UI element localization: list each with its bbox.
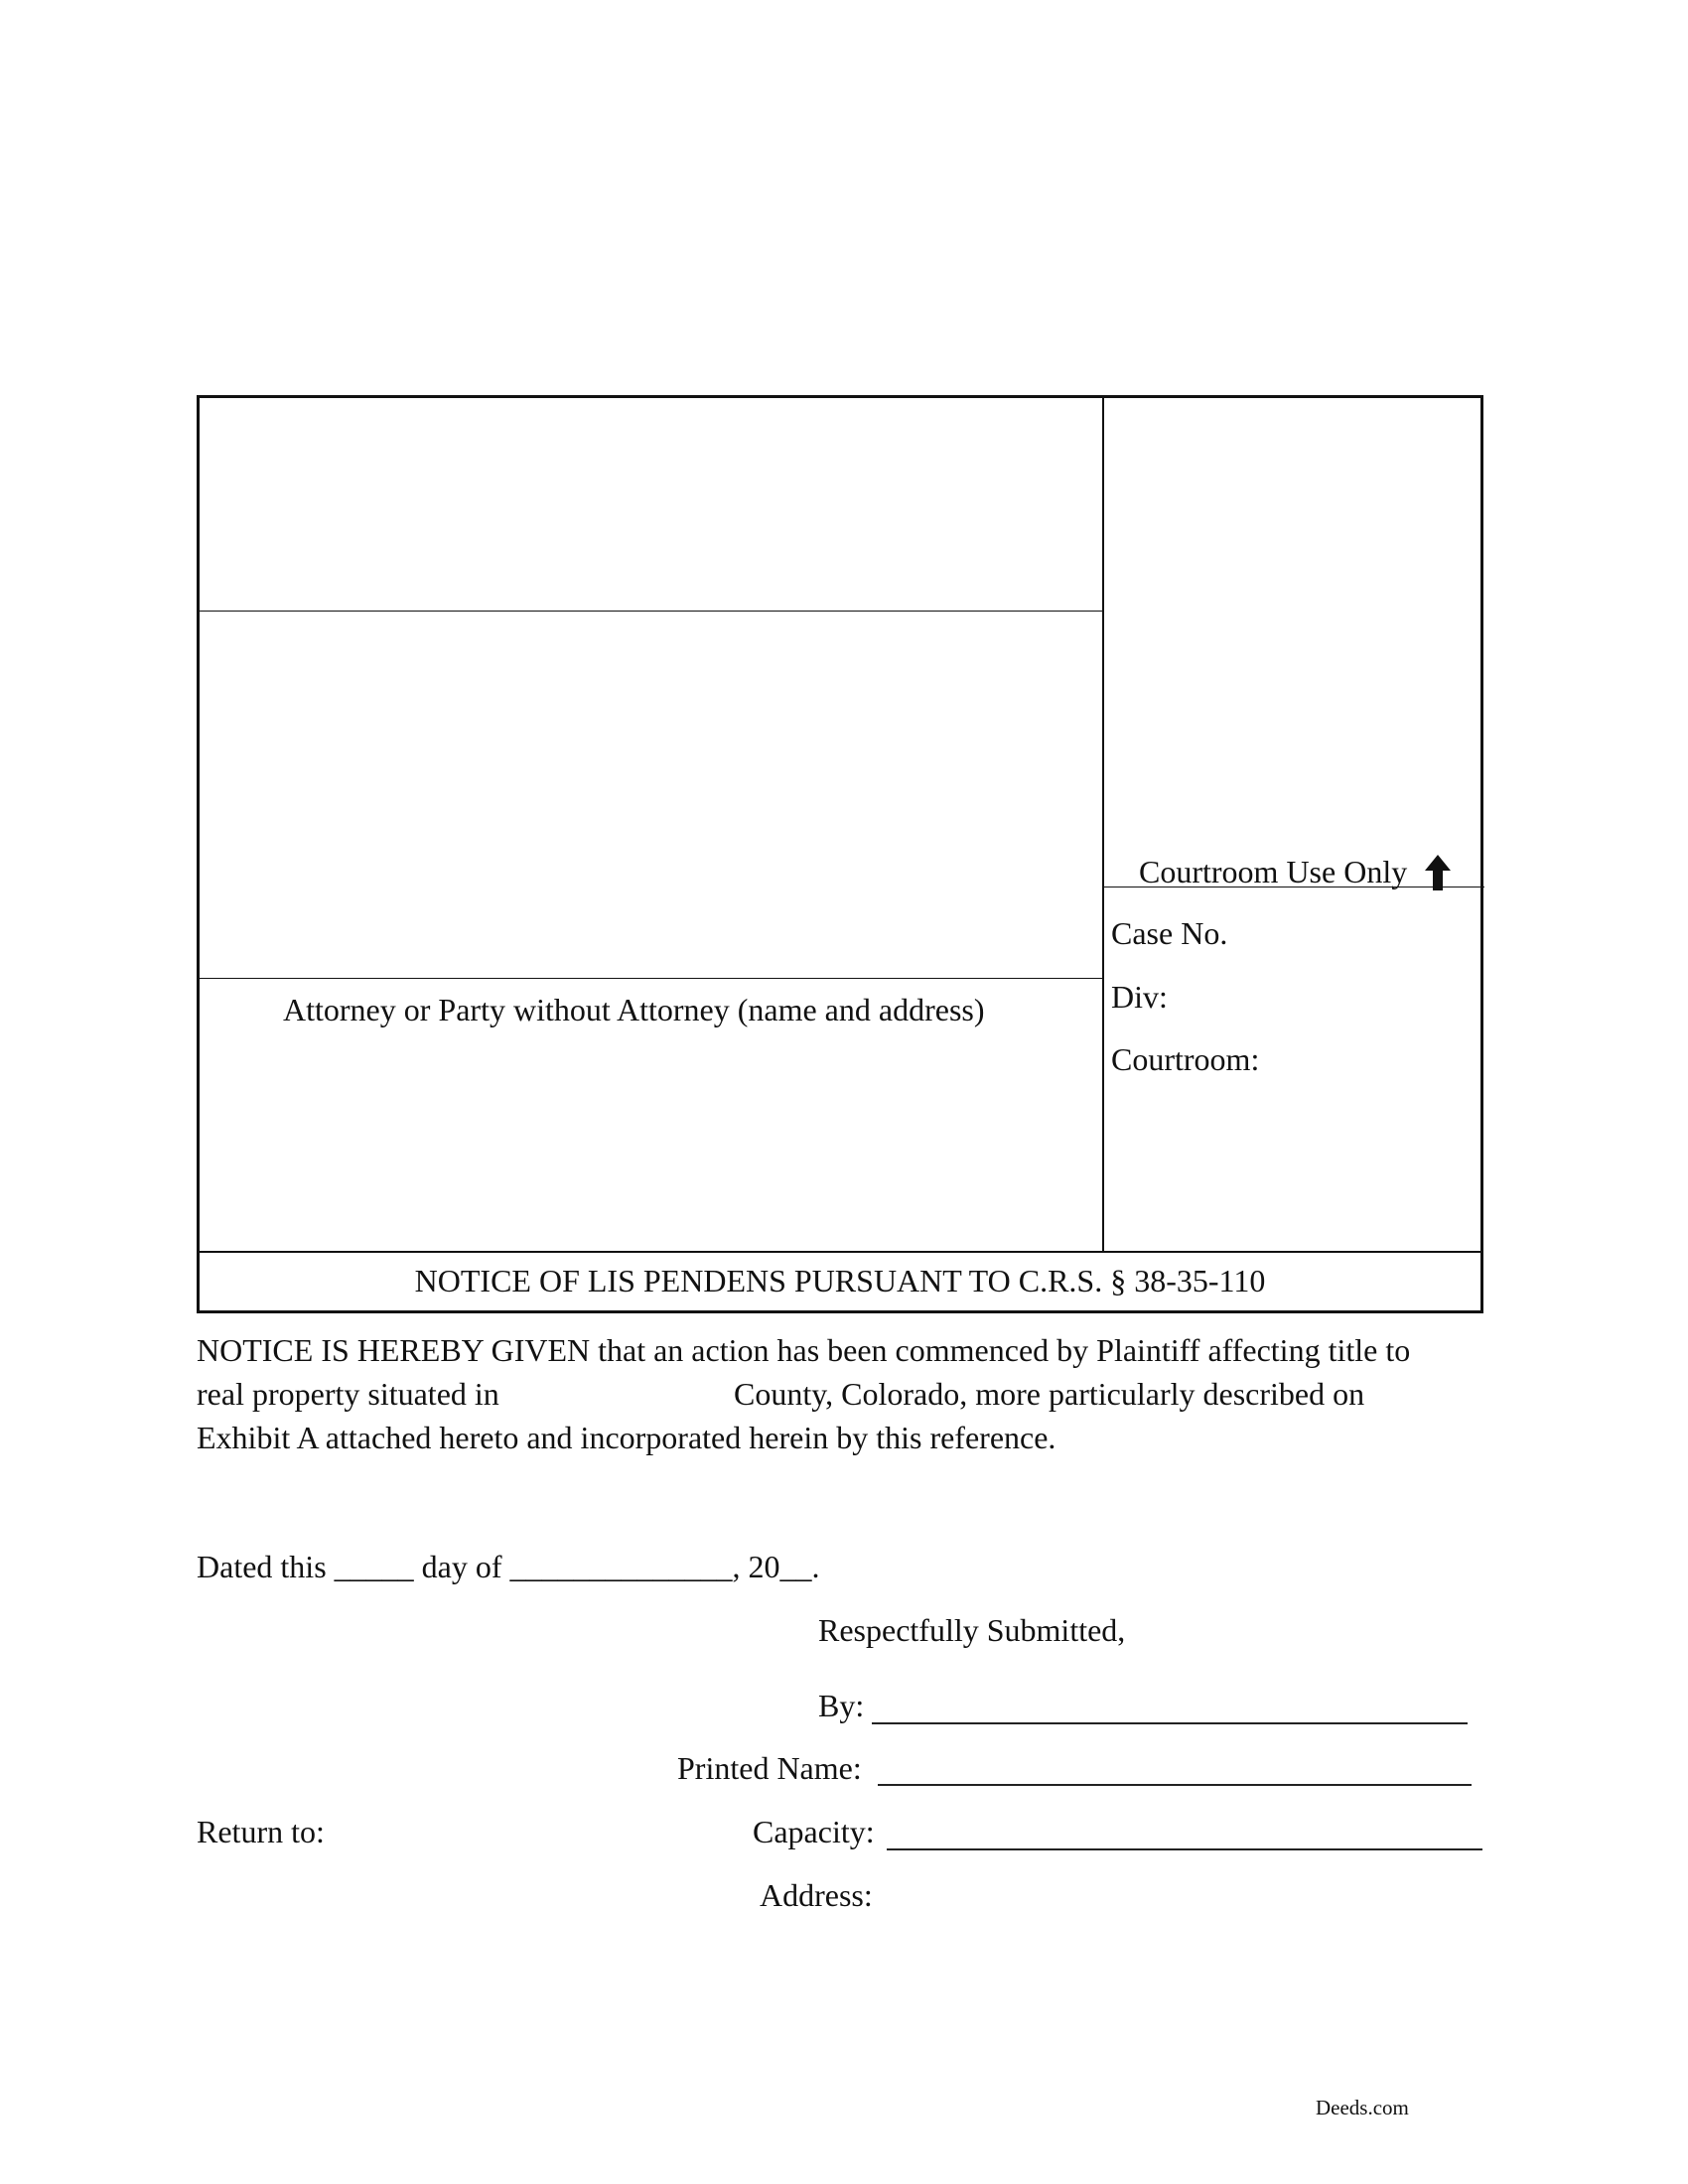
notice-line-2-start: real property situated in [197,1376,499,1412]
capacity-line[interactable] [887,1848,1482,1850]
printed-name-line[interactable] [878,1784,1472,1786]
by-signature-line[interactable] [872,1722,1468,1724]
notice-paragraph [197,1328,1487,1459]
div-label: Div: [1111,979,1168,1015]
courtroom-label: Courtroom: [1111,1041,1260,1077]
caption-column-divider [1102,398,1104,1251]
return-to-label: Return to: [197,1814,325,1849]
caption-left-divider-1 [200,611,1102,612]
courtroom-use-only-text: Courtroom Use Only [1139,853,1408,889]
footer-brand: Deeds.com [1316,2096,1409,2119]
dated-line: Dated this _____ day of ______________, 20__. [197,1549,820,1584]
printed-name-label: Printed Name: [677,1750,862,1786]
attorney-label: Attorney or Party without Attorney (name and address) [283,992,985,1027]
caption-box [197,395,1483,1313]
respectfully-submitted: Respectfully Submitted, [818,1612,1126,1648]
caption-left-divider-2 [200,978,1102,979]
by-label: By: [818,1688,865,1723]
case-no-label: Case No. [1111,915,1228,951]
notice-line-1: NOTICE IS HEREBY GIVEN that an action has been commenced by Plaintiff affecting title to [197,1332,1411,1368]
notice-line-2-end: County, Colorado, more particularly described on [734,1376,1365,1412]
courtroom-use-only-label [1139,855,1451,895]
notice-line-2 [197,1372,1487,1416]
capacity-label: Capacity: [753,1814,875,1849]
caption-title-divider [200,1251,1480,1253]
arrow-up-icon [1425,855,1451,895]
notice-line-3: Exhibit A attached hereto and incorporated herein by this reference. [197,1420,1056,1455]
address-label: Address: [760,1877,873,1913]
document-title: NOTICE OF LIS PENDENS PURSUANT TO C.R.S. § 38-35-110 [414,1263,1266,1298]
